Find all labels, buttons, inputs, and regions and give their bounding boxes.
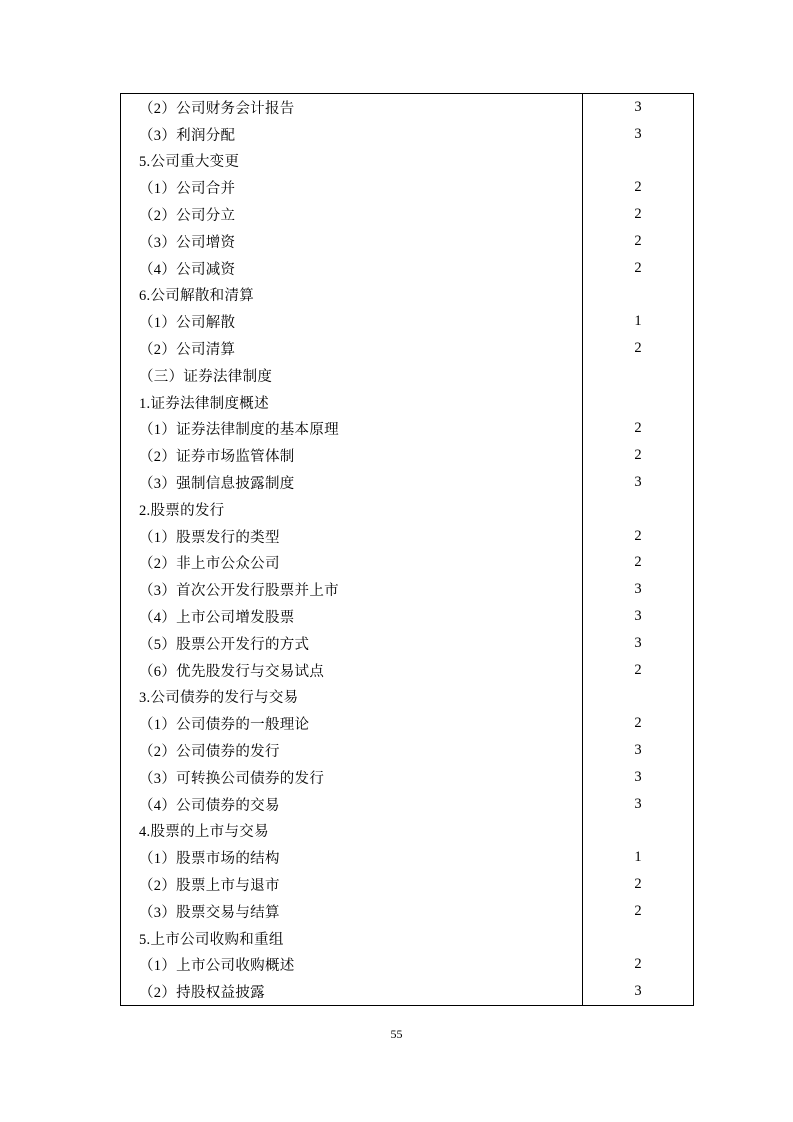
table-row [121,791,694,818]
syllabus-item-label: （1）上市公司收购概述 [121,952,583,979]
syllabus-item-level: 3 [583,764,694,791]
syllabus-item-label: 3.公司债券的发行与交易 [121,684,583,711]
syllabus-item-level [583,818,694,845]
syllabus-item-level: 3 [583,121,694,148]
syllabus-item-label: （1）公司解散 [121,308,583,335]
table-row [121,121,694,148]
syllabus-item-label: （2）证券市场监管体制 [121,442,583,469]
syllabus-item-label: （2）非上市公众公司 [121,550,583,577]
table-row [121,335,694,362]
syllabus-item-label: （3）股票交易与结算 [121,898,583,925]
table-row [121,898,694,925]
table-row [121,576,694,603]
table-row [121,308,694,335]
syllabus-item-level [583,925,694,952]
table-row [121,764,694,791]
syllabus-item-level: 2 [583,523,694,550]
table-row [121,469,694,496]
syllabus-item-label: （4）公司债券的交易 [121,791,583,818]
table-row [121,684,694,711]
table-row [121,818,694,845]
syllabus-item-level: 3 [583,603,694,630]
syllabus-item-level: 2 [583,898,694,925]
syllabus-item-level: 1 [583,308,694,335]
syllabus-item-label: （3）强制信息披露制度 [121,469,583,496]
syllabus-item-level: 1 [583,844,694,871]
syllabus-item-label: （1）股票发行的类型 [121,523,583,550]
syllabus-item-label: （2）公司分立 [121,201,583,228]
syllabus-item-level: 3 [583,630,694,657]
syllabus-item-label: （3）利润分配 [121,121,583,148]
syllabus-item-label: （1）股票市场的结构 [121,844,583,871]
syllabus-item-label: 2.股票的发行 [121,496,583,523]
table-row [121,442,694,469]
table-row [121,925,694,952]
syllabus-item-label: （2）公司债券的发行 [121,737,583,764]
syllabus-table-body [121,94,694,1006]
syllabus-item-level: 2 [583,710,694,737]
syllabus-item-label: （2）股票上市与退市 [121,871,583,898]
table-row [121,603,694,630]
syllabus-item-level: 2 [583,550,694,577]
table-row [121,550,694,577]
syllabus-item-label: （2）持股权益披露 [121,978,583,1005]
syllabus-item-label: （3）首次公开发行股票并上市 [121,576,583,603]
syllabus-item-level: 3 [583,576,694,603]
syllabus-item-level: 3 [583,978,694,1005]
syllabus-item-label: （1）公司债券的一般理论 [121,710,583,737]
page-number: 55 [390,1027,403,1041]
syllabus-item-label: （4）公司减资 [121,255,583,282]
syllabus-item-level: 2 [583,174,694,201]
syllabus-item-label: 1.证券法律制度概述 [121,389,583,416]
table-row [121,282,694,309]
syllabus-item-level: 2 [583,952,694,979]
syllabus-item-label: 5.上市公司收购和重组 [121,925,583,952]
syllabus-item-label: （1）公司合并 [121,174,583,201]
syllabus-item-level: 2 [583,657,694,684]
syllabus-item-level: 2 [583,416,694,443]
syllabus-item-level: 2 [583,871,694,898]
syllabus-item-label: （三）证券法律制度 [121,362,583,389]
syllabus-item-level: 2 [583,201,694,228]
syllabus-item-label: （4）上市公司增发股票 [121,603,583,630]
table-row [121,174,694,201]
table-row [121,978,694,1005]
syllabus-item-level: 3 [583,737,694,764]
syllabus-item-label: （3）公司增资 [121,228,583,255]
syllabus-item-label: 4.股票的上市与交易 [121,818,583,845]
syllabus-item-label: （5）股票公开发行的方式 [121,630,583,657]
syllabus-item-level: 2 [583,255,694,282]
table-row [121,148,694,175]
syllabus-item-level [583,389,694,416]
syllabus-item-level: 3 [583,469,694,496]
syllabus-item-level [583,684,694,711]
table-row [121,871,694,898]
syllabus-item-level: 2 [583,442,694,469]
syllabus-table [120,93,694,1006]
syllabus-item-level: 2 [583,228,694,255]
syllabus-item-level [583,496,694,523]
syllabus-item-label: （3）可转换公司债券的发行 [121,764,583,791]
syllabus-item-level [583,282,694,309]
table-row [121,630,694,657]
table-row [121,228,694,255]
syllabus-item-label: （2）公司财务会计报告 [121,94,583,121]
syllabus-item-label: 6.公司解散和清算 [121,282,583,309]
syllabus-item-label: 5.公司重大变更 [121,148,583,175]
syllabus-item-label: （2）公司清算 [121,335,583,362]
syllabus-item-level [583,362,694,389]
syllabus-item-level [583,148,694,175]
table-row [121,710,694,737]
table-row [121,657,694,684]
table-row [121,496,694,523]
table-row [121,523,694,550]
table-row [121,389,694,416]
syllabus-item-level: 3 [583,791,694,818]
syllabus-item-label: （1）证券法律制度的基本原理 [121,416,583,443]
table-row [121,416,694,443]
syllabus-item-level: 2 [583,335,694,362]
table-row [121,737,694,764]
syllabus-item-label: （6）优先股发行与交易试点 [121,657,583,684]
table-row [121,94,694,121]
syllabus-item-level: 3 [583,94,694,121]
table-row [121,844,694,871]
table-row [121,255,694,282]
table-row [121,201,694,228]
table-row [121,952,694,979]
table-row [121,362,694,389]
